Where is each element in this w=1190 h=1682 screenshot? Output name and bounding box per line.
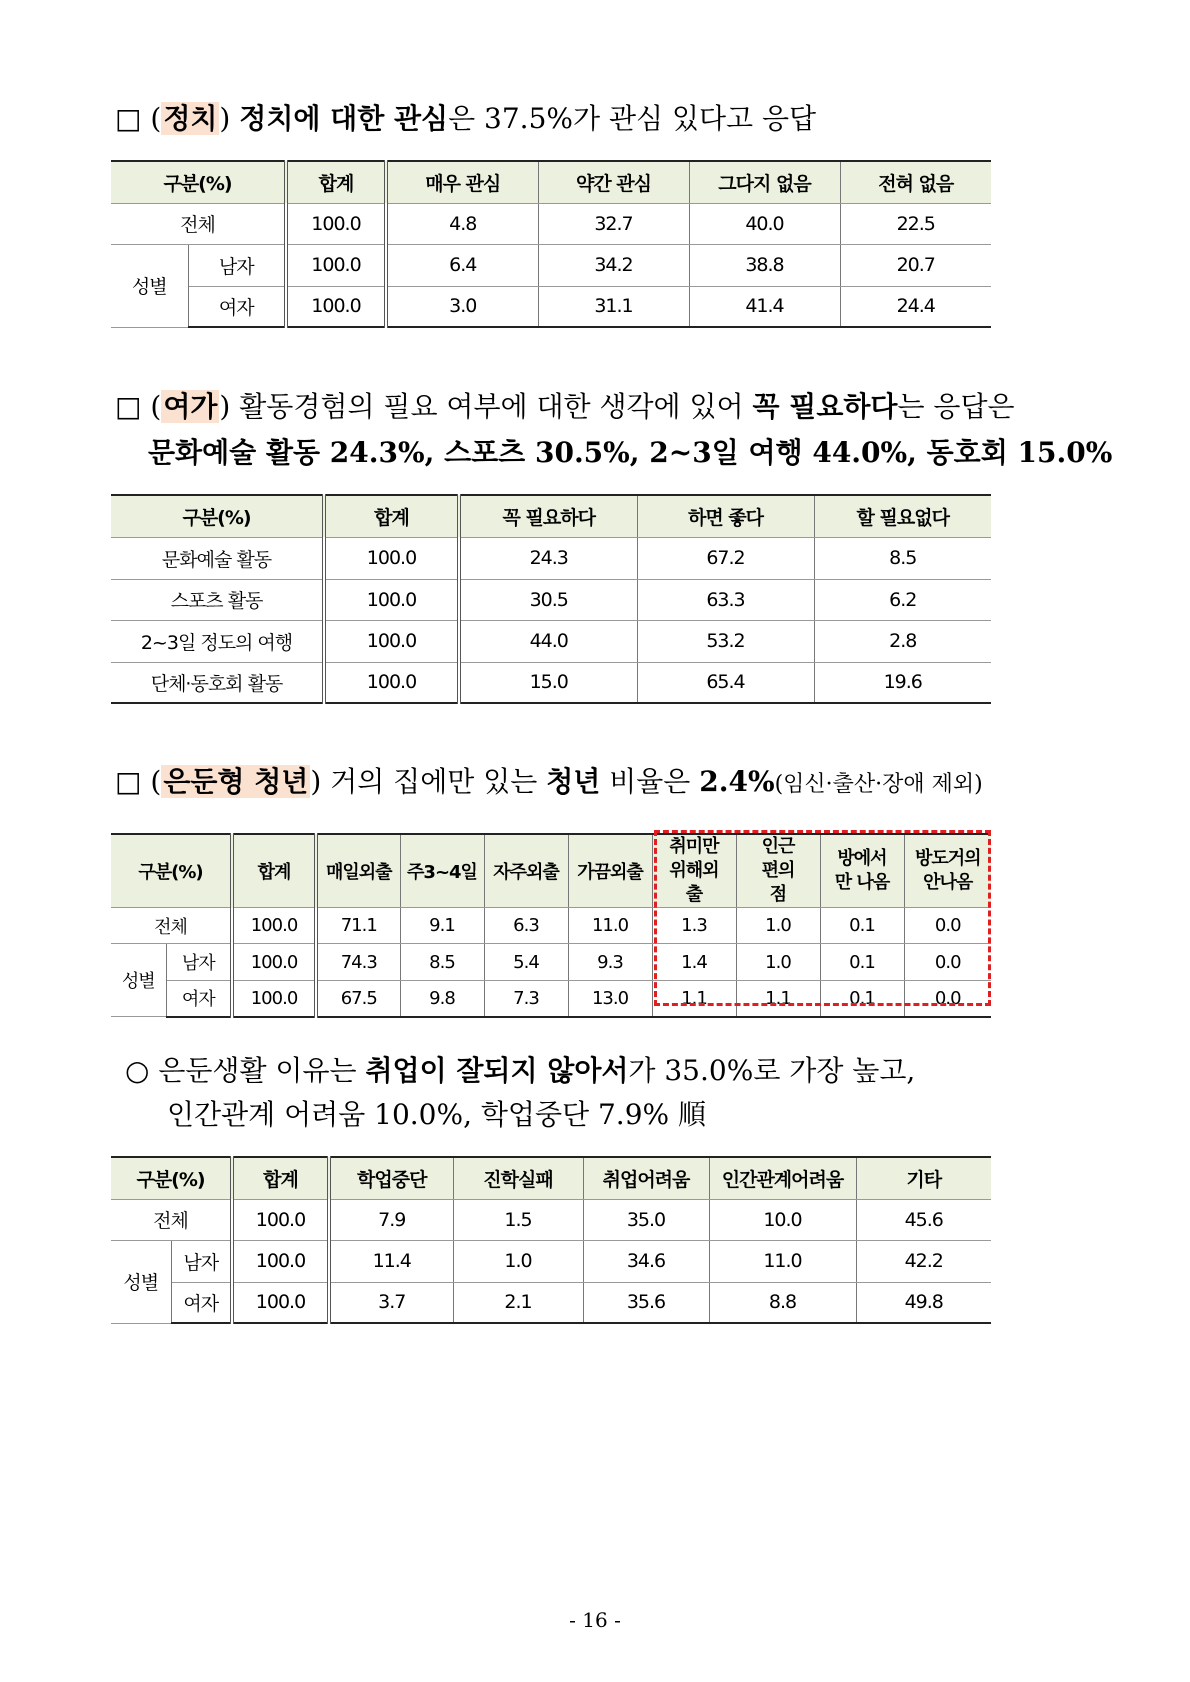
section2-tag: 여가 — [163, 390, 218, 423]
table-header: 자주외출 — [484, 834, 568, 908]
table-header: 구분(%) — [111, 161, 286, 203]
table-row: 성별 남자 100.0 6.4 34.2 38.8 20.7 — [111, 244, 991, 286]
table-header: 꼭 필요하다 — [459, 495, 637, 537]
table-header: 방에서만 나옴 — [820, 834, 904, 908]
table-header: 기타 — [856, 1157, 991, 1199]
section3-heading: □ (은둔형 청년) 거의 집에만 있는 청년 비율은 2.4%(임신·출산·장애 제외) — [115, 765, 983, 798]
table-header: 구분(%) — [111, 1157, 232, 1199]
table-header: 인간관계어려움 — [709, 1157, 856, 1199]
table-row: 문화예술 활동 100.0 24.3 67.2 8.5 — [111, 537, 991, 579]
politics-table — [111, 160, 991, 328]
checkbox-icon: □ — [115, 765, 142, 798]
table-row: 전체 100.0 71.1 9.1 6.3 11.0 1.3 1.0 0.1 0.0 — [111, 908, 991, 944]
table-row: 여자 100.0 3.0 31.1 41.4 24.4 — [111, 286, 991, 327]
checkbox-icon: □ — [115, 390, 142, 423]
table-header: 취미만 위해외출 — [652, 834, 736, 908]
table-header: 가끔외출 — [568, 834, 652, 908]
table-header: 전혀 없음 — [840, 161, 991, 203]
table-header: 취업어려움 — [583, 1157, 709, 1199]
table-header: 합계 — [324, 495, 459, 537]
checkbox-icon: □ — [115, 102, 142, 135]
table-row: 여자 100.0 3.7 2.1 35.6 8.8 49.8 — [111, 1282, 991, 1323]
section2-heading: □ (여가) 활동경험의 필요 여부에 대한 생각에 있어 꼭 필요하다는 응답은 — [115, 390, 1015, 423]
table-header: 매일외출 — [316, 834, 400, 908]
table-row: 여자 100.0 67.5 9.8 7.3 13.0 1.1 1.1 0.1 0.0 — [111, 981, 991, 1017]
table-header: 약간 관심 — [538, 161, 689, 203]
table-header: 구분(%) — [111, 495, 324, 537]
table-header: 합계 — [286, 161, 386, 203]
section1-heading: □ (정치) 정치에 대한 관심은 37.5%가 관심 있다고 응답 — [115, 102, 817, 135]
highlight-dashed-box — [654, 830, 991, 1006]
table-header: 하면 좋다 — [637, 495, 814, 537]
circle-bullet-icon: ○ — [125, 1054, 150, 1087]
table-header: 주3~4일 — [400, 834, 484, 908]
table-header: 구분(%) — [111, 834, 232, 908]
section2-heading-line2: 문화예술 활동 24.3%, 스포츠 30.5%, 2~3일 여행 44.0%, 동호회 15.0% — [148, 436, 1113, 469]
table-header: 인근 편의점 — [736, 834, 820, 908]
table-header: 방도거의 안나옴 — [904, 834, 991, 908]
table-row: 성별 남자 100.0 74.3 8.5 5.4 9.3 1.4 1.0 0.1 0.0 — [111, 944, 991, 981]
section1-tag: 정치 — [163, 102, 218, 135]
table-header: 그다지 없음 — [689, 161, 840, 203]
table-row: 전체 100.0 4.8 32.7 40.0 22.5 — [111, 203, 991, 244]
leisure-table — [111, 494, 991, 704]
section4-heading: ○ 은둔생활 이유는 취업이 잘되지 않아서가 35.0%로 가장 높고, — [125, 1054, 916, 1087]
table-row: 전체 100.0 7.9 1.5 35.0 10.0 45.6 — [111, 1199, 991, 1240]
table-header: 할 필요없다 — [814, 495, 991, 537]
table-header: 합계 — [232, 834, 316, 908]
table-header: 진학실패 — [453, 1157, 583, 1199]
section3-tag: 은둔형 청년 — [163, 765, 309, 798]
table-row: 2~3일 정도의 여행 100.0 44.0 53.2 2.8 — [111, 620, 991, 662]
table-header: 학업중단 — [329, 1157, 453, 1199]
table-header: 합계 — [232, 1157, 329, 1199]
table-row: 단체·동호회 활동 100.0 15.0 65.4 19.6 — [111, 662, 991, 703]
table-row: 성별 남자 100.0 11.4 1.0 34.6 11.0 42.2 — [111, 1240, 991, 1282]
table-header: 매우 관심 — [386, 161, 538, 203]
reclusion-reason-table — [111, 1156, 991, 1324]
table-row: 스포츠 활동 100.0 30.5 63.3 6.2 — [111, 579, 991, 620]
page-number: - 16 - — [569, 1608, 621, 1632]
section4-heading-line2: 인간관계 어려움 10.0%, 학업중단 7.9% 順 — [167, 1098, 707, 1131]
